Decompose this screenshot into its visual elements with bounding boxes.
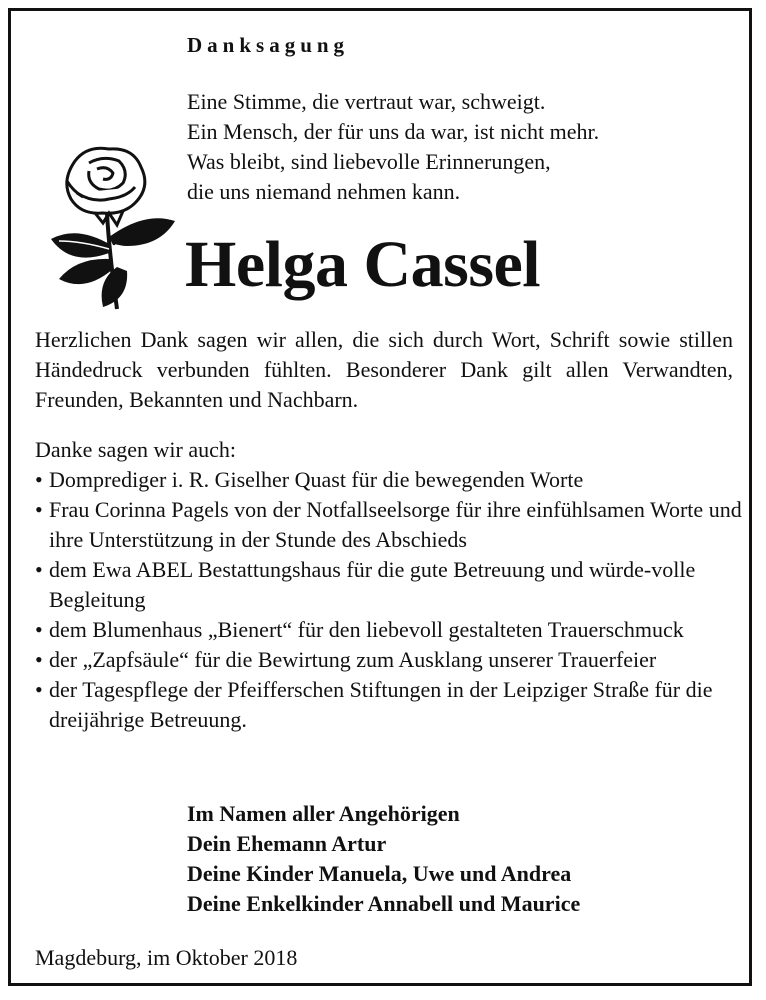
obituary-card [8,8,752,986]
thanks-section [35,435,745,735]
bullet-icon: • [35,647,43,672]
bullet-icon: • [35,617,43,642]
list-item: • Frau Corinna Pagels von der Notfallseelsorge für ihre einfühlsamen Worte und ihre Unterstützung in der Stunde des Abschieds [35,497,742,552]
signature-line: Dein Ehemann Artur [187,831,387,856]
poem [187,87,599,207]
list-item: • Domprediger i. R. Giselher Quast für die bewegenden Worte [35,465,745,495]
heading: Danksagung [187,33,350,57]
poem-line: Was bleibt, sind liebevolle Erinnerungen, [187,149,551,174]
signature-line: Deine Kinder Manuela, Uwe und Andrea [187,861,572,886]
intro-paragraph: Herzlichen Dank sagen wir allen, die sich durch Wort, Schrift sowie stillen Händedruck verbunden fühlten. Besonderer Dank gilt allen Verwandten, Freunden, Bekannten und Nachbarn. [35,327,733,412]
bullet-icon: • [35,467,43,492]
bullet-icon: • [35,677,43,702]
list-item: • der Tagespflege der Pfeifferschen Stiftungen in der Leipziger Straße für die dreijährige Betreuung. [35,677,713,732]
list-item: • dem Blumenhaus „Bienert“ für den liebevoll gestalteten Trauerschmuck [35,615,745,645]
poem-line: die uns niemand nehmen kann. [187,179,461,204]
bullet-icon: • [35,497,43,522]
signature-line: Im Namen aller Angehörigen [187,801,460,826]
deceased-name: Helga Cassel [185,228,541,301]
poem-line: Eine Stimme, die vertraut war, schweigt. [187,89,546,114]
place-date: Magdeburg, im Oktober 2018 [35,945,298,970]
list-item: • der „Zapfsäule“ für die Bewirtung zum Ausklang unserer Trauerfeier [35,645,745,675]
list-item: • dem Ewa ABEL Bestattungshaus für die gute Betreuung und würde-volle Begleitung [35,557,696,612]
poem-line: Ein Mensch, der für uns da war, ist nicht mehr. [187,119,600,144]
signature-block [187,799,580,919]
signature-line: Deine Enkelkinder Annabell und Maurice [187,891,581,916]
rose-icon [37,141,177,311]
bullet-icon: • [35,557,43,582]
thanks-list [35,465,745,735]
thanks-lead: Danke sagen wir auch: [35,437,236,462]
